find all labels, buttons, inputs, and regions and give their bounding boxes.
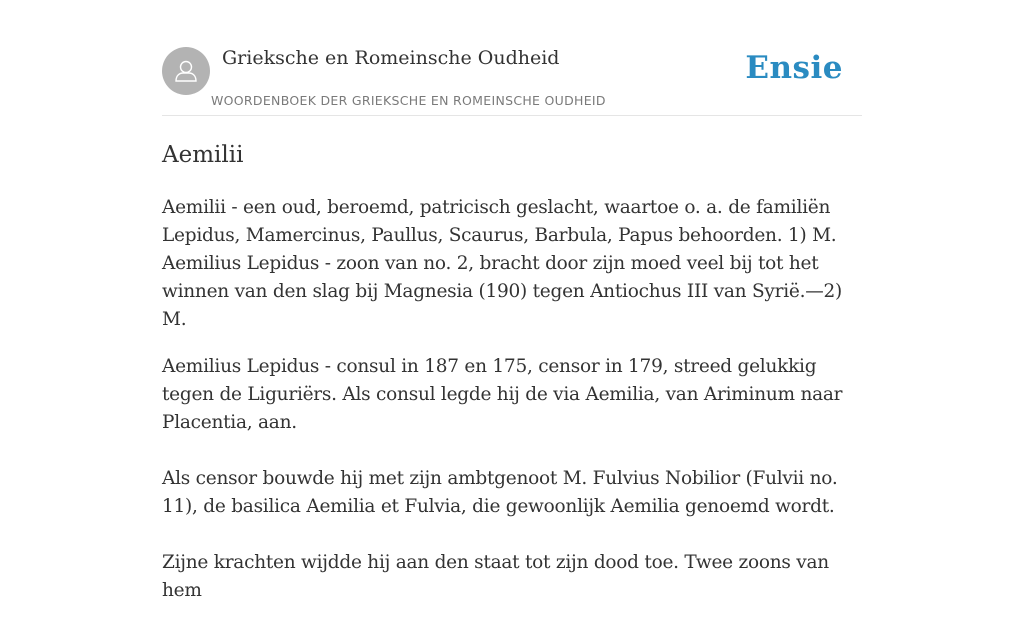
- site-subtitle: WOORDENBOEK DER GRIEKSCHE EN ROMEINSCHE OUDHEID: [211, 93, 606, 108]
- ensie-logo[interactable]: Ensie: [745, 50, 843, 86]
- avatar[interactable]: [162, 47, 210, 95]
- article: [162, 140, 864, 624]
- header-divider: [162, 115, 862, 116]
- header: [162, 46, 862, 116]
- article-paragraph: Aemilii - een oud, beroemd, patricisch geslacht, waartoe o. a. de familiën Lepidus, Mamercinus, Paullus, Scaurus, Barbula, Papus behoorden. 1) M. Aemilius Lepidus - zoon van no. 2, bracht door zijn moed veel bij tot het winnen van den slag bij Magnesia (190) tegen Antiochus III van Syrië.—2) M.: [162, 197, 842, 330]
- site-title[interactable]: Grieksche en Romeinsche Oudheid: [222, 47, 560, 69]
- user-avatar-icon: [171, 56, 201, 86]
- entry-title: Aemilii: [162, 142, 244, 168]
- article-paragraph: Aemilius Lepidus - consul in 187 en 175, censor in 179, streed gelukkig tegen de Liguriërs. Als consul legde hij de via Aemilia, van Ariminum naar Placentia, aan. Als censor bouwde hij met zijn ambtgenoot M. Fulvius Nobilior (Fulvii no. 11), de basilica Aemilia et Fulvia, die gewoonlijk Aemilia genoemd wordt. Zijne krachten wijdde hij aan den staat tot zijn dood toe. Twee zoons van hem: [162, 356, 843, 601]
